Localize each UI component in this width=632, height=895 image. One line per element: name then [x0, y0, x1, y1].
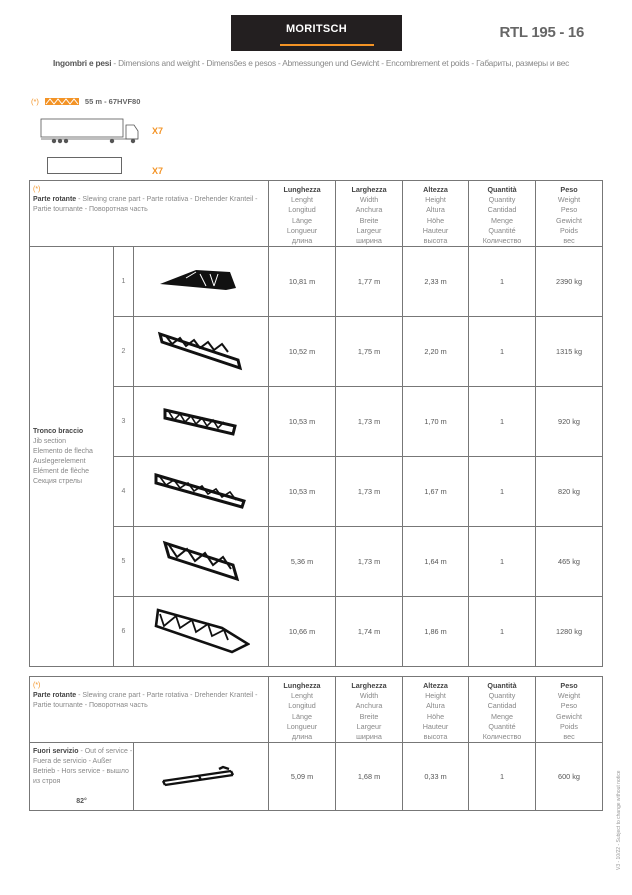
- column-header-quantity: [469, 181, 536, 247]
- column-sub: длина: [291, 732, 313, 742]
- cell-height: 1,64 m: [403, 527, 469, 597]
- subtitle-rest: - Dimensions and weight - Dimensões e pesos - Abmessungen und Gewicht - Encombrement et poids - Габариты, размеры и вес: [111, 58, 570, 68]
- column-header-quantity: [469, 677, 536, 743]
- column-sub: Weight: [557, 195, 581, 205]
- cell-quantity: 1: [469, 527, 536, 597]
- table-row: [30, 743, 603, 811]
- cell-height: 2,20 m: [403, 317, 469, 387]
- section-sub: Auslegerelement: [33, 457, 86, 465]
- column-sub: Longitud: [288, 701, 316, 711]
- asterisk-note: (*): [33, 186, 41, 193]
- column-sub: Quantité: [488, 225, 516, 235]
- column-sub: Anchura: [355, 701, 383, 711]
- header-bold: Parte rotante: [33, 196, 77, 203]
- column-title: Quantità: [487, 681, 517, 690]
- cell-weight: 920 kg: [536, 387, 603, 457]
- cell-height: 1,86 m: [403, 597, 469, 667]
- container-icon: [47, 157, 122, 174]
- column-sub: Peso: [560, 701, 578, 711]
- cell-quantity: 1: [469, 247, 536, 317]
- column-header-height: [403, 181, 469, 247]
- cell-quantity: 1: [469, 743, 536, 811]
- column-sub: Количество: [482, 236, 522, 246]
- column-header-width: [336, 677, 403, 743]
- jib-section-5-drawing: [161, 539, 241, 583]
- counter-jib-image: [134, 743, 269, 811]
- column-sub: вес: [563, 236, 575, 246]
- column-sub: Количество: [482, 732, 522, 742]
- cell-weight: 465 kg: [536, 527, 603, 597]
- column-title: Larghezza: [351, 185, 387, 194]
- column-title: Lunghezza: [283, 681, 321, 690]
- column-sub: Menge: [491, 711, 513, 721]
- table-header-description: [30, 181, 269, 247]
- cell-height: 1,70 m: [403, 387, 469, 457]
- cell-quantity: 1: [469, 387, 536, 457]
- jib-section-image: [134, 387, 269, 457]
- cell-height: 1,67 m: [403, 457, 469, 527]
- boom-config: [31, 97, 140, 106]
- column-sub: Poids: [560, 225, 578, 235]
- column-sub: Menge: [491, 215, 513, 225]
- column-sub: Largeur: [356, 225, 382, 235]
- section-label-jib: [30, 247, 114, 667]
- row-label-rest: - Out of service - Fuera de servicio - Außer Betrieb - Hors service - вышло из строя: [33, 748, 133, 786]
- column-sub: Longueur: [286, 721, 318, 731]
- column-sub: высота: [423, 732, 448, 742]
- column-sub: Hauteur: [422, 225, 449, 235]
- header-bold: Parte rotante: [33, 692, 77, 699]
- column-sub: Poids: [560, 721, 578, 731]
- angle-label: 82°: [76, 798, 87, 806]
- table-header-description: [30, 677, 269, 743]
- row-number: 4: [114, 457, 134, 527]
- column-sub: Breite: [359, 215, 379, 225]
- column-sub: Width: [359, 691, 379, 701]
- cell-weight: 1280 kg: [536, 597, 603, 667]
- column-sub: Breite: [359, 711, 379, 721]
- column-sub: Altura: [426, 205, 445, 215]
- boom-length: 55 m - 67HVF80: [84, 97, 141, 106]
- row-number: 1: [114, 247, 134, 317]
- cell-length: 10,52 m: [269, 317, 336, 387]
- cell-quantity: 1: [469, 317, 536, 387]
- jib-sections-table: [29, 180, 603, 667]
- table-row: [30, 387, 603, 457]
- cell-height: 0,33 m: [403, 743, 469, 811]
- column-header-weight: [536, 181, 603, 247]
- jib-lattice-icon: [45, 98, 79, 105]
- cell-width: 1,68 m: [336, 743, 403, 811]
- section-sub: Jib section: [33, 437, 67, 445]
- table-row: [30, 247, 603, 317]
- column-sub: Peso: [560, 205, 578, 215]
- cell-length: 10,53 m: [269, 387, 336, 457]
- column-sub: Anchura: [355, 205, 383, 215]
- section-title: Tronco braccio: [33, 427, 84, 435]
- row-label-bold: Fuori servizio: [33, 748, 79, 756]
- column-header-length: [269, 677, 336, 743]
- cell-length: 10,53 m: [269, 457, 336, 527]
- cell-weight: 2390 kg: [536, 247, 603, 317]
- cell-width: 1,73 m: [336, 387, 403, 457]
- row-number: 6: [114, 597, 134, 667]
- column-sub: Höhe: [426, 711, 445, 721]
- column-title: Peso: [560, 681, 578, 690]
- cell-weight: 820 kg: [536, 457, 603, 527]
- version-note: V3 - 10/22 - Subject to change without notice: [616, 770, 622, 870]
- column-sub: вес: [563, 732, 575, 742]
- section-sub: Elemento de flecha: [33, 447, 93, 455]
- column-sub: Altura: [426, 701, 445, 711]
- cell-length: 10,81 m: [269, 247, 336, 317]
- counter-jib-drawing: [159, 763, 243, 789]
- column-title: Lunghezza: [283, 185, 321, 194]
- subtitle-bold: Ingombri e pesi: [53, 58, 112, 68]
- table-row: [30, 457, 603, 527]
- asterisk-note: (*): [33, 682, 41, 689]
- table-row: [30, 597, 603, 667]
- column-sub: Longueur: [286, 225, 318, 235]
- column-header-length: [269, 181, 336, 247]
- section-sub: Секция стрелы: [33, 477, 83, 485]
- container-quantity: X7: [152, 166, 164, 176]
- column-header-height: [403, 677, 469, 743]
- column-sub: Cantidad: [487, 701, 517, 711]
- brand-logo: [231, 15, 402, 51]
- column-sub: Height: [425, 195, 446, 205]
- model-title: RTL 195 - 16: [499, 24, 584, 41]
- out-of-service-table: [29, 676, 603, 811]
- column-sub: Quantité: [488, 721, 516, 731]
- column-sub: Height: [425, 691, 446, 701]
- truck-quantity: X7: [152, 126, 164, 136]
- column-sub: Höhe: [426, 215, 445, 225]
- cell-width: 1,73 m: [336, 527, 403, 597]
- header-rest: - Slewing crane part - Parte rotativa - Drehender Kranteil - Partie tournante - Поворотная часть: [33, 196, 258, 213]
- column-sub: Länge: [292, 215, 313, 225]
- table-row: [30, 527, 603, 597]
- row-number: 2: [114, 317, 134, 387]
- column-sub: Weight: [557, 691, 581, 701]
- column-header-width: [336, 181, 403, 247]
- column-sub: Gewicht: [556, 711, 582, 721]
- cell-length: 5,36 m: [269, 527, 336, 597]
- column-sub: Longitud: [288, 205, 316, 215]
- jib-section-6-drawing: [152, 606, 250, 656]
- column-sub: Cantidad: [487, 205, 517, 215]
- column-title: Altezza: [423, 681, 448, 690]
- jib-section-image: [134, 597, 269, 667]
- jib-section-4-drawing: [154, 471, 248, 511]
- page-subtitle: [53, 58, 569, 68]
- column-sub: Hauteur: [422, 721, 449, 731]
- cell-width: 1,75 m: [336, 317, 403, 387]
- column-sub: высота: [423, 236, 448, 246]
- column-title: Altezza: [423, 185, 448, 194]
- cell-width: 1,77 m: [336, 247, 403, 317]
- column-title: Larghezza: [351, 681, 387, 690]
- table-header-row: [30, 677, 603, 743]
- section-label-out-of-service: [30, 743, 134, 811]
- column-sub: Lenght: [291, 691, 313, 701]
- jib-section-1-drawing: [156, 266, 246, 296]
- logo-underline: [280, 44, 374, 46]
- header-rest: - Slewing crane part - Parte rotativa - Drehender Kranteil - Partie tournante - Поворотная часть: [33, 692, 258, 709]
- column-sub: ширина: [356, 732, 382, 742]
- row-number: 3: [114, 387, 134, 457]
- column-sub: ширина: [356, 236, 382, 246]
- column-sub: Lenght: [291, 195, 313, 205]
- column-title: Peso: [560, 185, 578, 194]
- column-sub: Width: [359, 195, 379, 205]
- brand-name: MORITSCH: [285, 23, 348, 35]
- jib-section-image: [134, 317, 269, 387]
- cell-length: 5,09 m: [269, 743, 336, 811]
- jib-section-3-drawing: [163, 406, 239, 436]
- cell-weight: 600 kg: [536, 743, 603, 811]
- cell-weight: 1315 kg: [536, 317, 603, 387]
- section-sub: Elément de flèche: [33, 467, 90, 475]
- cell-width: 1,74 m: [336, 597, 403, 667]
- column-title: Quantità: [487, 185, 517, 194]
- column-sub: Largeur: [356, 721, 382, 731]
- cell-width: 1,73 m: [336, 457, 403, 527]
- asterisk-note: (*): [31, 97, 39, 106]
- jib-section-2-drawing: [156, 328, 246, 374]
- jib-section-image: [134, 457, 269, 527]
- column-sub: длина: [291, 236, 313, 246]
- column-sub: Länge: [292, 711, 312, 721]
- cell-length: 10,66 m: [269, 597, 336, 667]
- cell-quantity: 1: [469, 597, 536, 667]
- cell-quantity: 1: [469, 457, 536, 527]
- jib-section-image: [134, 247, 269, 317]
- column-sub: Quantity: [488, 691, 516, 701]
- jib-section-image: [134, 527, 269, 597]
- table-row: [30, 317, 603, 387]
- column-sub: Gewicht: [556, 215, 582, 225]
- column-header-weight: [536, 677, 603, 743]
- column-sub: Quantity: [488, 195, 516, 205]
- cell-height: 2,33 m: [403, 247, 469, 317]
- row-number: 5: [114, 527, 134, 597]
- table-header-row: [30, 181, 603, 247]
- truck-icon: [40, 117, 142, 145]
